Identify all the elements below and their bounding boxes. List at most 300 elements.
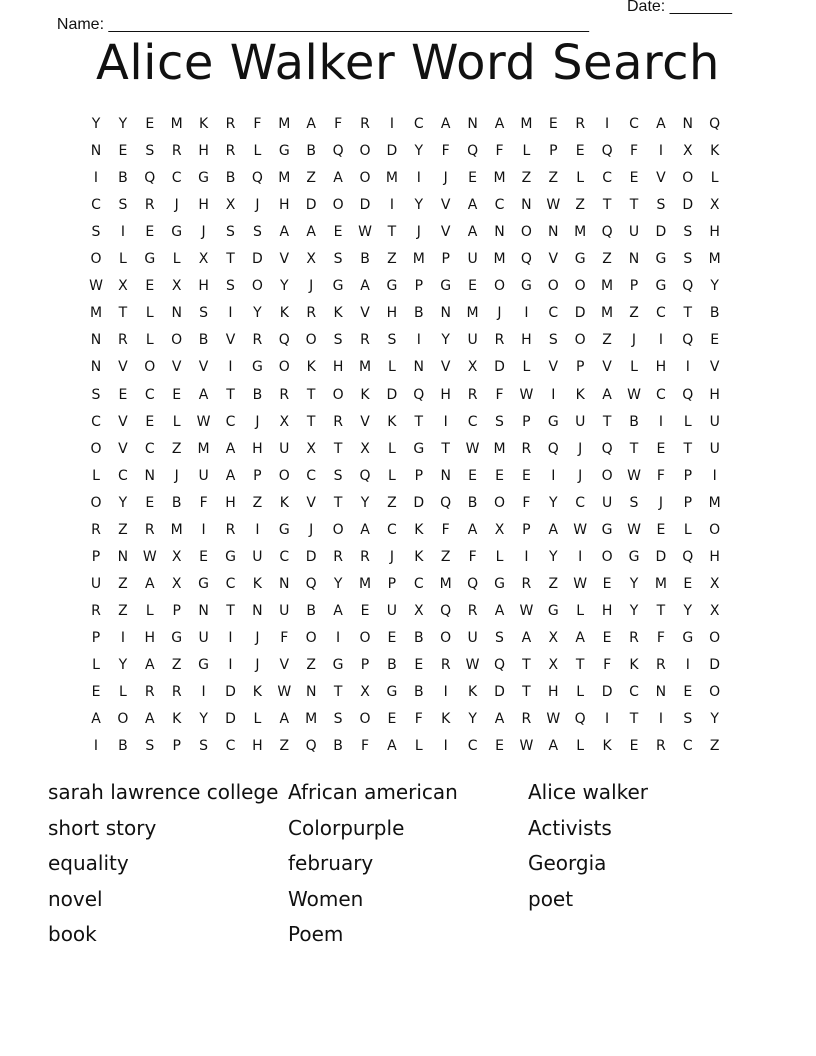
grid-letter: E [145, 278, 155, 295]
grid-letter: D [305, 197, 317, 214]
grid-letter: R [629, 629, 639, 646]
grid-letter: Z [252, 494, 263, 511]
grid-letter: M [89, 305, 103, 322]
grid-letter: V [440, 359, 451, 376]
grid-letter: T [683, 305, 693, 322]
grid-letter: S [495, 413, 504, 430]
grid-letter: C [413, 116, 424, 132]
grid-letter: U [709, 440, 720, 457]
grid-letter: A [145, 575, 155, 592]
grid-letter: I [416, 332, 421, 349]
grid-letter: R [225, 521, 236, 538]
grid-letter: N [117, 548, 129, 565]
word-bank-item: African american [288, 780, 458, 804]
grid-letter: E [118, 143, 128, 160]
grid-letter: A [440, 116, 451, 132]
grid-letter: I [443, 738, 448, 755]
grid-letter: R [91, 521, 101, 538]
grid-letter: R [171, 684, 182, 701]
grid-letter: H [548, 684, 559, 701]
grid-letter: Q [547, 440, 559, 457]
grid-letter: Y [360, 494, 370, 511]
grid-letter: Q [467, 575, 479, 592]
grid-letter: E [495, 467, 504, 484]
grid-letter: Z [118, 575, 128, 592]
grid-letter: P [360, 657, 370, 673]
grid-letter: M [385, 170, 398, 187]
grid-letter: S [333, 251, 343, 268]
grid-letter: A [494, 711, 505, 728]
grid-letter: T [629, 197, 639, 214]
grid-letter: P [522, 521, 531, 538]
grid-letter: P [683, 494, 693, 511]
grid-letter: A [387, 738, 397, 755]
grid-letter: C [682, 738, 693, 755]
grid-letter: V [306, 494, 316, 511]
grid-letter: E [521, 467, 531, 484]
grid-letter: E [91, 684, 101, 701]
grid-letter: Z [171, 440, 182, 457]
grid-letter: G [494, 575, 505, 592]
grid-letter: U [575, 413, 586, 430]
grid-letter: E [118, 386, 128, 403]
grid-letter: C [467, 413, 478, 430]
grid-letter: A [279, 224, 290, 241]
grid-letter: E [387, 711, 397, 728]
word-bank-item: Women [288, 886, 364, 911]
grid-letter: W [519, 602, 534, 619]
grid-letter: G [682, 629, 694, 646]
grid-letter: L [387, 440, 396, 457]
grid-letter: Z [306, 170, 316, 187]
grid-letter: H [225, 494, 236, 511]
grid-letter: T [306, 413, 316, 430]
grid-letter: O [305, 629, 317, 646]
grid-letter: N [628, 251, 640, 268]
grid-letter: U [467, 629, 478, 646]
grid-letter: W [465, 440, 480, 457]
page-title: Alice Walker Word Search [96, 35, 720, 91]
grid-letter: Q [682, 332, 694, 349]
grid-letter: L [630, 359, 638, 376]
word-bank-item: book [48, 922, 97, 946]
grid-letter: M [574, 224, 587, 241]
grid-letter: G [332, 657, 344, 673]
grid-letter: D [252, 251, 263, 268]
grid-letter: Y [414, 197, 424, 214]
grid-letter: W [196, 413, 211, 430]
grid-letter: K [199, 116, 209, 132]
grid-letter: I [551, 467, 556, 484]
grid-letter: Z [602, 251, 612, 268]
grid-letter: N [90, 359, 102, 376]
grid-letter: Z [521, 170, 532, 187]
grid-letter: C [225, 575, 236, 592]
grid-letter: I [93, 738, 99, 755]
grid-letter: R [306, 305, 317, 322]
grid-letter: Z [306, 657, 316, 673]
grid-letter: I [228, 305, 233, 322]
grid-letter: T [333, 494, 343, 511]
grid-letter: F [441, 143, 450, 160]
grid-letter: K [387, 413, 397, 430]
grid-letter: B [171, 494, 182, 511]
grid-letter: O [709, 521, 721, 538]
grid-letter: P [91, 629, 101, 646]
grid-letter: S [145, 738, 155, 755]
grid-letter: N [521, 197, 532, 214]
grid-letter: C [387, 521, 397, 538]
grid-letter: J [309, 278, 314, 295]
grid-letter: Z [602, 332, 612, 349]
grid-letter: V [440, 224, 451, 241]
grid-letter: Y [414, 143, 424, 160]
grid-letter: O [709, 684, 721, 701]
grid-letter: E [145, 494, 155, 511]
grid-letter: J [497, 305, 502, 322]
grid-letter: I [228, 359, 233, 376]
grid-letter: S [683, 251, 693, 268]
grid-letter: J [201, 224, 206, 241]
grid-letter: E [172, 386, 182, 403]
grid-letter: U [198, 467, 209, 484]
grid-letter: X [306, 251, 316, 268]
grid-letter: K [575, 386, 585, 403]
grid-letter: G [144, 251, 156, 268]
grid-letter: K [602, 738, 612, 755]
grid-letter: G [547, 413, 559, 430]
grid-letter: Z [387, 251, 397, 268]
word-bank-item: short story [48, 815, 157, 840]
grid-letter: Q [682, 278, 694, 295]
grid-letter: P [387, 575, 397, 592]
grid-letter: W [546, 711, 561, 728]
grid-letter: Q [520, 251, 532, 268]
grid-letter: A [91, 711, 101, 728]
grid-letter: P [172, 738, 181, 755]
grid-letter: L [253, 143, 262, 160]
grid-letter: B [118, 170, 128, 187]
grid-letter: E [360, 602, 370, 619]
grid-letter: H [252, 738, 263, 755]
grid-letter: I [336, 629, 341, 646]
grid-letter: J [658, 494, 663, 511]
grid-letter: R [656, 738, 666, 755]
grid-letter: G [171, 629, 183, 646]
grid-letter: V [279, 657, 290, 673]
grid-letter: T [118, 305, 128, 322]
grid-letter: Q [305, 575, 317, 592]
grid-letter: C [629, 116, 639, 132]
grid-letter: H [332, 359, 344, 376]
grid-letter: L [683, 413, 692, 430]
grid-letter: T [522, 657, 531, 673]
grid-letter: W [627, 386, 641, 403]
grid-letter: I [658, 332, 663, 349]
grid-letter: L [495, 548, 504, 565]
grid-letter: K [414, 521, 424, 538]
grid-letter: N [171, 305, 182, 322]
grid-letter: Z [118, 602, 128, 619]
grid-letter: M [358, 575, 372, 592]
grid-letter: E [333, 224, 343, 241]
grid-letter: C [306, 467, 317, 484]
grid-letter: X [709, 197, 720, 214]
grid-letter: M [439, 575, 452, 592]
grid-letter: W [573, 575, 588, 592]
grid-letter: X [467, 359, 478, 376]
grid-letter: R [144, 684, 155, 701]
grid-letter: I [228, 657, 233, 673]
grid-letter: Y [549, 548, 558, 565]
grid-letter: T [333, 684, 343, 701]
grid-letter: S [683, 711, 693, 728]
grid-letter: P [575, 359, 585, 376]
grid-letter: K [468, 684, 478, 701]
grid-letter: W [519, 386, 534, 403]
grid-letter: Z [548, 170, 559, 187]
grid-letter: E [629, 738, 639, 755]
grid-letter: B [333, 738, 343, 755]
grid-letter: E [468, 170, 478, 187]
grid-letter: M [412, 251, 425, 268]
grid-letter: I [605, 711, 610, 728]
grid-letter: L [576, 170, 585, 187]
grid-letter: Q [440, 602, 452, 619]
grid-letter: C [629, 684, 639, 701]
grid-letter: V [709, 359, 720, 376]
grid-letter: R [225, 143, 236, 160]
grid-letter: W [573, 521, 588, 538]
grid-letter: O [332, 197, 344, 214]
grid-letter: J [255, 657, 260, 673]
grid-letter: Y [118, 116, 128, 132]
grid-letter: B [306, 143, 316, 160]
grid-letter: C [91, 197, 101, 214]
grid-letter: H [440, 386, 451, 403]
grid-letter: A [225, 467, 236, 484]
grid-letter: X [171, 575, 182, 592]
grid-letter: H [601, 602, 613, 619]
grid-letter: E [145, 224, 155, 241]
grid-letter: V [171, 359, 182, 376]
grid-letter: R [144, 521, 155, 538]
grid-letter: X [414, 602, 424, 619]
grid-letter: S [333, 711, 343, 728]
grid-letter: R [171, 143, 182, 160]
grid-letter: M [170, 116, 183, 132]
grid-letter: D [386, 386, 398, 403]
grid-letter: M [305, 711, 318, 728]
grid-letter: P [253, 467, 262, 484]
grid-letter: M [708, 251, 721, 268]
grid-letter: B [387, 657, 397, 673]
grid-letter: V [118, 440, 128, 457]
grid-letter: O [547, 278, 559, 295]
word-bank-item: novel [48, 886, 103, 911]
grid-letter: C [494, 197, 505, 214]
grid-letter: L [522, 143, 531, 160]
grid-letter: V [118, 359, 128, 376]
grid-letter: Y [629, 575, 639, 592]
grid-letter: O [359, 629, 371, 646]
grid-letter: A [467, 224, 478, 241]
grid-letter: H [279, 197, 290, 214]
grid-letter: Q [305, 738, 317, 755]
grid-letter: J [255, 629, 260, 646]
grid-letter: C [91, 413, 101, 430]
grid-letter: R [252, 332, 263, 349]
grid-letter: C [144, 386, 155, 403]
grid-letter: O [90, 494, 102, 511]
grid-letter: I [658, 143, 663, 160]
grid-letter: K [333, 305, 343, 322]
grid-letter: V [602, 359, 612, 376]
grid-letter: A [602, 386, 612, 403]
grid-letter: U [386, 602, 398, 619]
grid-letter: U [467, 332, 478, 349]
grid-letter: A [145, 711, 155, 728]
grid-letter: O [359, 143, 371, 160]
grid-letter: Y [468, 711, 477, 728]
grid-letter: G [198, 170, 210, 187]
grid-letter: E [656, 440, 666, 457]
grid-letter: E [468, 467, 478, 484]
grid-letter: J [443, 170, 448, 187]
grid-letter: L [92, 467, 100, 484]
grid-letter: N [467, 116, 478, 132]
grid-letter: L [253, 711, 262, 728]
grid-letter: X [118, 278, 128, 295]
grid-letter: G [251, 359, 263, 376]
grid-letter: T [414, 413, 424, 430]
grid-letter: W [277, 684, 292, 701]
grid-letter: P [549, 143, 558, 160]
grid-letter: I [524, 305, 529, 322]
grid-letter: N [252, 602, 263, 619]
grid-letter: I [416, 170, 421, 187]
grid-letter: C [656, 305, 666, 322]
grid-letter: G [198, 657, 210, 673]
word-bank-item: equality [48, 851, 129, 875]
grid-letter: Y [280, 278, 289, 295]
grid-letter: D [655, 548, 667, 565]
grid-letter: L [683, 521, 692, 538]
grid-letter: J [309, 521, 314, 538]
grid-letter: G [278, 143, 290, 160]
grid-letter: K [441, 711, 451, 728]
grid-letter: F [495, 386, 504, 403]
grid-letter: T [602, 413, 612, 430]
grid-letter: O [682, 170, 694, 187]
grid-letter: C [656, 386, 666, 403]
grid-letter: L [172, 251, 181, 268]
grid-letter: C [548, 305, 559, 322]
grid-letter: O [359, 711, 371, 728]
grid-letter: J [416, 224, 421, 241]
grid-letter: R [494, 332, 505, 349]
word-bank-item: Alice walker [528, 780, 649, 804]
grid-letter: T [226, 251, 235, 268]
grid-letter: K [710, 143, 720, 160]
grid-letter: Q [682, 548, 694, 565]
grid-letter: O [493, 278, 506, 295]
grid-letter: G [520, 278, 532, 295]
grid-letter: E [656, 521, 666, 538]
grid-letter: O [440, 629, 452, 646]
grid-letter: X [171, 278, 182, 295]
grid-letter: E [710, 332, 720, 349]
grid-letter: V [225, 332, 236, 349]
grid-letter: Q [682, 386, 694, 403]
grid-letter: A [467, 197, 478, 214]
grid-letter: O [359, 170, 371, 187]
grid-letter: W [142, 548, 157, 565]
grid-letter: T [333, 440, 343, 457]
grid-letter: I [389, 197, 394, 214]
grid-letter: T [226, 602, 235, 619]
grid-letter: P [414, 467, 424, 484]
grid-letter: F [603, 657, 612, 673]
grid-letter: T [602, 197, 612, 214]
grid-letter: Z [575, 197, 585, 214]
grid-letter: S [199, 738, 209, 755]
grid-letter: G [278, 521, 290, 538]
grid-letter: F [280, 629, 289, 646]
grid-letter: R [440, 657, 451, 673]
grid-letter: A [333, 602, 343, 619]
grid-letter: O [601, 467, 613, 484]
grid-letter: O [574, 278, 586, 295]
grid-letter: C [118, 467, 128, 484]
grid-letter: F [199, 494, 208, 511]
grid-letter: V [360, 305, 370, 322]
grid-letter: I [120, 629, 125, 646]
grid-letter: J [578, 440, 583, 457]
grid-letter: P [629, 278, 639, 295]
grid-letter: L [172, 413, 181, 430]
grid-letter: N [279, 575, 290, 592]
grid-letter: O [601, 548, 613, 565]
grid-letter: R [575, 116, 586, 132]
grid-letter: I [685, 657, 690, 673]
grid-letter: Q [601, 143, 613, 160]
grid-letter: R [279, 386, 290, 403]
grid-letter: R [467, 386, 478, 403]
grid-letter: D [494, 359, 505, 376]
grid-letter: O [332, 521, 344, 538]
grid-letter: M [493, 251, 506, 268]
grid-letter: C [279, 548, 290, 565]
grid-letter: R [225, 116, 236, 132]
grid-letter: O [171, 332, 183, 349]
grid-letter: Y [118, 494, 128, 511]
grid-letter: N [413, 359, 425, 376]
grid-letter: S [387, 332, 397, 349]
grid-letter: L [145, 305, 154, 322]
grid-letter: U [601, 494, 613, 511]
grid-letter: D [682, 197, 694, 214]
grid-letter: L [145, 332, 154, 349]
grid-letter: H [709, 224, 720, 241]
grid-letter: G [386, 684, 398, 701]
grid-letter: T [629, 711, 639, 728]
grid-letter: I [93, 170, 99, 187]
grid-letter: I [551, 386, 556, 403]
grid-letter: X [225, 197, 236, 214]
grid-letter: F [495, 143, 504, 160]
grid-letter: H [198, 143, 209, 160]
